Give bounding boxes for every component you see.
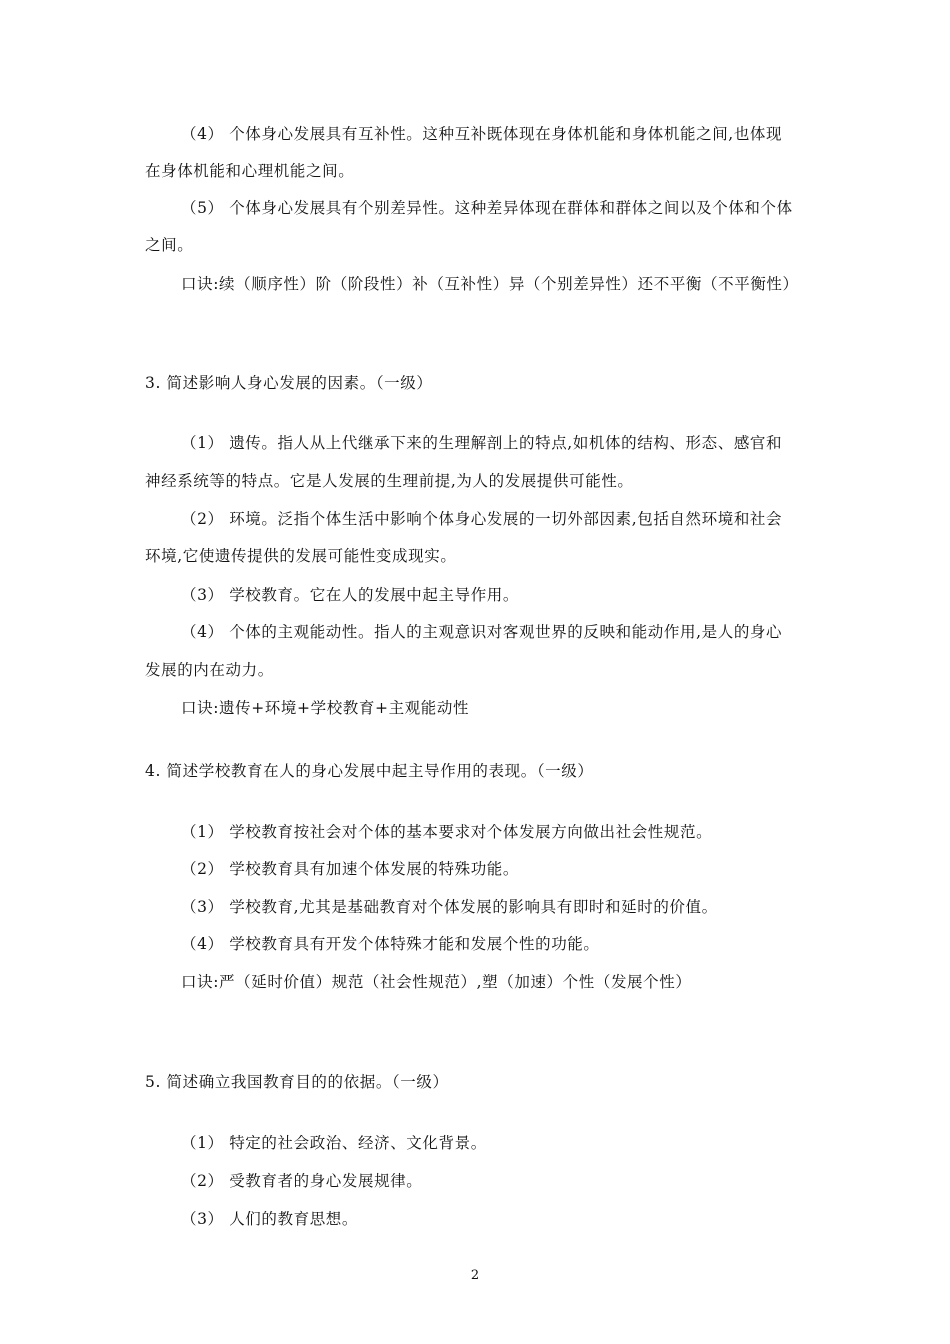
section5-item1: （1） 特定的社会政治、经济、文化背景。	[181, 1134, 487, 1152]
section3-item2-line2: 环境,它使遗传提供的发展可能性变成现实。	[145, 547, 457, 565]
section4-mnemonic: 口诀:严（延时价值）规范（社会性规范）,塑（加速）个性（发展个性）	[181, 973, 692, 991]
section3-item4-line1: （4） 个体的主观能动性。指人的主观意识对客观世界的反映和能动作用,是人的身心	[181, 623, 783, 641]
section5-item3: （3） 人们的教育思想。	[181, 1210, 358, 1228]
section3-item1-line1: （1） 遗传。指人从上代继承下来的生理解剖上的特点,如机体的结构、形态、感官和	[181, 434, 783, 452]
section3-item2-line1: （2） 环境。泛指个体生活中影响个体身心发展的一切外部因素,包括自然环境和社会	[181, 510, 783, 528]
section3-item4-line2: 发展的内在动力。	[145, 661, 274, 679]
page-number: 2	[470, 1268, 480, 1283]
section5-heading: 5. 简述确立我国教育目的的依据。（一级）	[145, 1073, 449, 1091]
section2-item4-line2: 在身体机能和心理机能之间。	[145, 162, 355, 180]
section2-item5-line2: 之间。	[145, 236, 194, 254]
section2-item4-line1: （4） 个体身心发展具有互补性。这种互补既体现在身体机能和身体机能之间,也体现	[181, 125, 783, 143]
section2-item5-line1: （5） 个体身心发展具有个别差异性。这种差异体现在群体和群体之间以及个体和个体	[181, 199, 793, 217]
section3-item3: （3） 学校教育。它在人的发展中起主导作用。	[181, 586, 519, 604]
section4-item3: （3） 学校教育,尤其是基础教育对个体发展的影响具有即时和延时的价值。	[181, 898, 718, 916]
section4-heading: 4. 简述学校教育在人的身心发展中起主导作用的表现。（一级）	[145, 762, 594, 780]
section3-item1-line2: 神经系统等的特点。它是人发展的生理前提,为人的发展提供可能性。	[145, 472, 634, 490]
section2-mnemonic: 口诀:续（顺序性）阶（阶段性）补（互补性）异（个别差异性）还不平衡（不平衡性）	[181, 275, 799, 293]
section4-item4: （4） 学校教育具有开发个体特殊才能和发展个性的功能。	[181, 935, 600, 953]
section3-heading: 3. 简述影响人身心发展的因素。（一级）	[145, 374, 433, 392]
section4-item1: （1） 学校教育按社会对个体的基本要求对个体发展方向做出社会性规范。	[181, 823, 713, 841]
section3-mnemonic: 口诀:遗传+环境+学校教育+主观能动性	[181, 699, 470, 717]
section4-item2: （2） 学校教育具有加速个体发展的特殊功能。	[181, 860, 519, 878]
section5-item2: （2） 受教育者的身心发展规律。	[181, 1172, 423, 1190]
